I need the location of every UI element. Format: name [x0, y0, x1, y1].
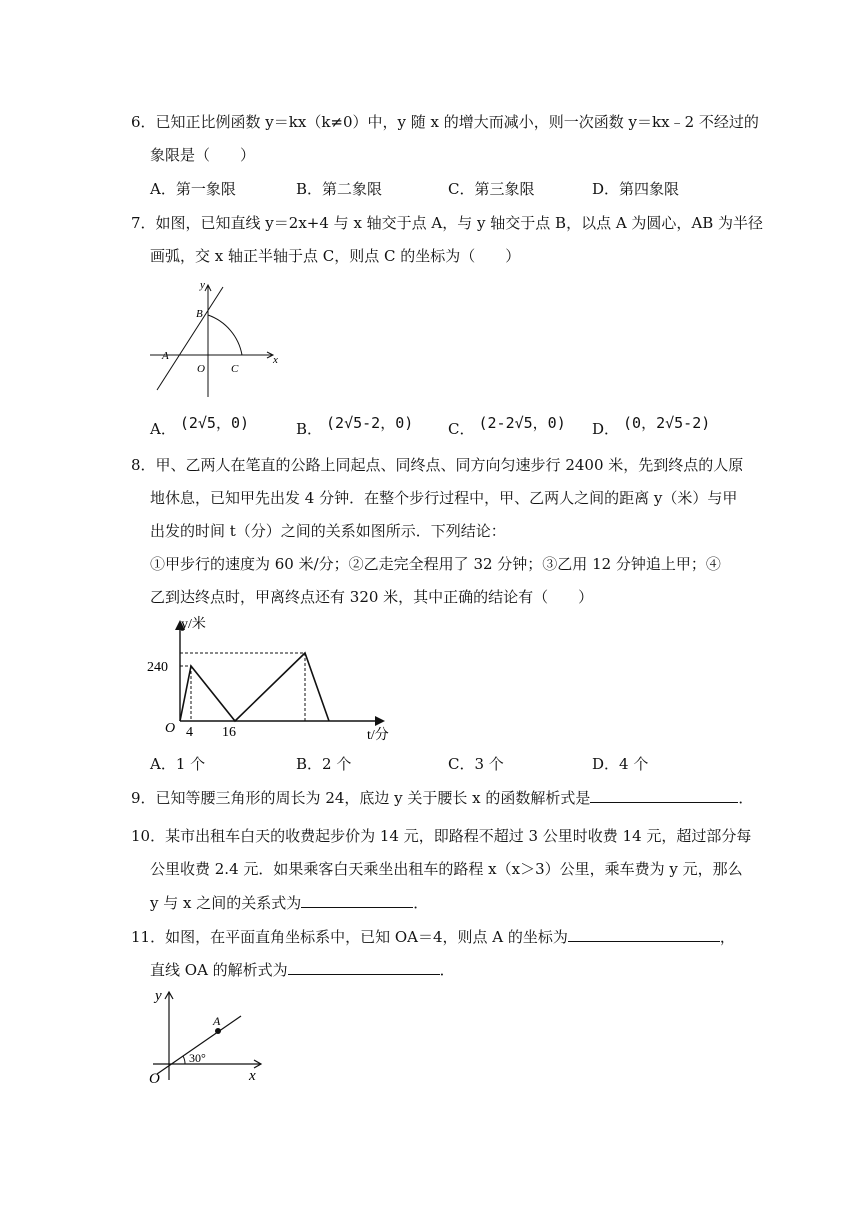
q8-line-3: 出发的时间 t（分）之间的关系如图所示．下列结论： [150, 522, 506, 540]
q7-label-c: C [231, 363, 239, 375]
q11-end-2: ． [439, 961, 455, 979]
q8-option-a: A．1 个 [150, 755, 206, 773]
q7-option-a-letter: A． [150, 420, 176, 438]
q8-line-4: ①甲步行的速度为 60 米/分；②乙走完全程用了 32 分钟；③乙用 12 分钟追上甲；④ [150, 555, 721, 573]
q11-line-oa [157, 1016, 241, 1074]
q7-label-b: B [196, 308, 203, 320]
q9-text: 9．已知等腰三角形的周长为 24，底边 y 关于腰长 x 的函数解析式是 [131, 789, 591, 807]
q11-angle-arc [183, 1056, 185, 1064]
q11-text-2: 直线 OA 的解析式为 [150, 961, 288, 979]
q7-option-c [448, 414, 566, 439]
q8-line-5: 乙到达终点时，甲离终点还有 320 米，其中正确的结论有（ ） [150, 588, 594, 606]
q7-line-ab [157, 287, 223, 390]
q8-option-b: B．2 个 [296, 755, 352, 773]
q7-option-a [150, 414, 250, 439]
q7-option-a-value: (2√5，0) [179, 414, 250, 432]
q9-end: ． [738, 789, 754, 807]
q7-option-c-value: (2-2√5，0) [478, 414, 566, 432]
q10-line-2: 公里收费 2.4 元．如果乘客白天乘坐出租车的路程 x（x＞3）公里，乘车费为 y 元，那么 [150, 860, 743, 878]
q11-figure [145, 982, 275, 1087]
q10-text: y 与 x 之间的关系式为 [150, 894, 302, 912]
q11-label-x: x [249, 1068, 256, 1084]
q7-arc [208, 315, 242, 355]
q7-option-d [592, 414, 711, 439]
q8-option-d: D．4 个 [592, 755, 649, 773]
q8-ylabel: y/米 [181, 617, 206, 632]
q8-tick-4: 4 [186, 725, 193, 740]
q8-x-arrow [375, 716, 385, 726]
q8-tick-240: 240 [147, 660, 168, 675]
q7-line-2: 画弧，交 x 轴正半轴于点 C，则点 C 的坐标为（ ） [150, 247, 521, 265]
q8-origin: O [165, 721, 176, 736]
q6-option-c: C．第三象限 [448, 180, 535, 198]
q7-option-b-value: (2√5-2，0) [326, 414, 414, 432]
q11-point-a [215, 1028, 221, 1034]
q8-line-1: 8．甲、乙两人在笔直的公路上同起点、同终点、同方向匀速步行 2400 米，先到终点的人原 [131, 456, 744, 474]
q7-label-x: x [273, 354, 278, 366]
q9-line [131, 787, 753, 808]
q11-label-y: y [155, 988, 162, 1004]
q7-option-c-letter: C． [448, 420, 475, 438]
q7-option-d-letter: D． [592, 420, 620, 438]
q7-option-b-letter: B． [296, 420, 323, 438]
q7-label-o: O [197, 363, 205, 375]
q11-answer-blank-2[interactable] [288, 959, 440, 975]
q8-xlabel: t/分 [367, 728, 389, 743]
q11-line-2 [150, 959, 455, 980]
q11-text-1: 11．如图，在平面直角坐标系中，已知 OA＝4，则点 A 的坐标为 [131, 928, 568, 946]
q7-label-a: A [162, 350, 169, 362]
q8-option-c: C．3 个 [448, 755, 504, 773]
q8-graph [180, 653, 329, 721]
q10-line-1: 10．某市出租车白天的收费起步价为 14 元，即路程不超过 3 公里时收费 14 元，超过部分每 [131, 827, 752, 845]
q6-line-1: 6．已知正比例函数 y＝kx（k≠0）中，y 随 x 的增大而减小，则一次函数 y＝kx﹣2 不经过的 [131, 113, 759, 131]
q7-label-y: y [200, 279, 205, 291]
q7-line-1: 7．如图，已知直线 y＝2x+4 与 x 轴交于点 A，与 y 轴交于点 B，以点 A 为圆心，AB 为半径 [131, 214, 764, 232]
q11-label-a: A [213, 1014, 221, 1028]
q6-option-d: D．第四象限 [592, 180, 680, 198]
q7-option-b [296, 414, 414, 439]
q11-label-o: O [149, 1071, 160, 1087]
q6-option-b: B．第二象限 [296, 180, 383, 198]
q7-figure [145, 275, 285, 400]
q8-chart [143, 610, 403, 745]
q11-end-1: ， [719, 928, 735, 946]
q6-line-2: 象限是（ ） [150, 146, 256, 164]
q6-option-a: A．第一象限 [150, 180, 236, 198]
q10-answer-blank[interactable] [301, 892, 413, 908]
q11-line-1 [131, 926, 735, 947]
q7-option-d-value: (0，2√5-2) [623, 414, 711, 432]
q9-answer-blank[interactable] [590, 787, 738, 803]
q10-line-3 [150, 892, 428, 913]
q8-tick-16: 16 [222, 725, 236, 740]
q11-label-angle: 30° [189, 1051, 206, 1065]
q10-end: ． [413, 894, 429, 912]
q8-line-2: 地休息，已知甲先出发 4 分钟．在整个步行过程中，甲、乙两人之间的距离 y（米）与甲 [150, 489, 738, 507]
q11-answer-blank-1[interactable] [568, 926, 720, 942]
